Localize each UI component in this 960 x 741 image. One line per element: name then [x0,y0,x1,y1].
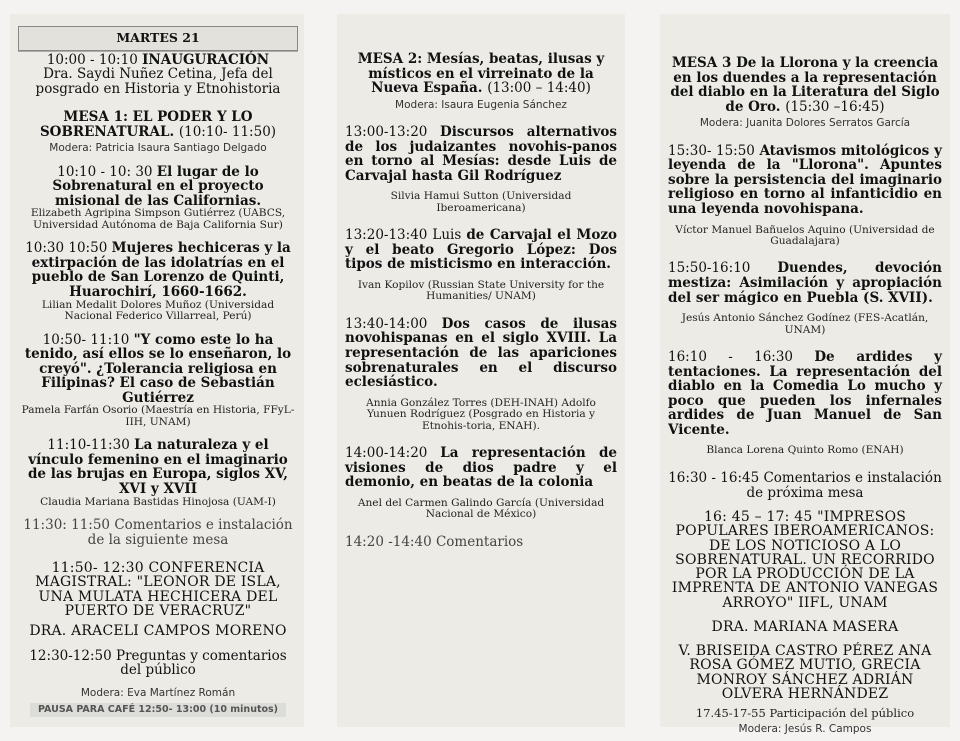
coffee-break: PAUSA PARA CAFÉ 12:50- 13:00 (10 minutos) [30,703,286,717]
talk-3-author: Pamela Farfán Osorio (Maestría en Historia, FFyL-IIH, UNAM) [21,404,295,428]
conference: 11:50- 12:30 CONFERENCIA MAGISTRAL: "LEONOR DE ISLA, UNA MULATA HECHICERA DEL PUERTO DE VERACRUZ" [35,560,281,619]
talk-3-author: Blanca Lorena Quinto Romo (ENAH) [706,444,904,457]
comments: 11:30: 11:50 Comentarios e instalación de la siguiente mesa [23,517,293,548]
talk-3: 10:50- 11:10 "Y como este lo ha tenido, así ellos se lo enseñaron, lo creyó". ¿Tolerancia religiosa en Filipinas? El caso de Sebastián Gutiérrez [24,331,292,406]
talk-1-author: Víctor Manuel Bañuelos Aquino (Universidad de Guadalajara) [675,223,935,247]
talk-3: 16:10 - 16:30 De ardides y tentaciones. La representación del diablo en la Comedia Lo mucho y poco que pueden los infernales ardides de Juan Manuel de San Vicente. [668,349,942,438]
mesa-2-title: MESA 2: Mesías, beatas, ilusas y místicos en el virreinato de la Nueva España. (13:00 – 14:40) [357,51,605,97]
mesa-1-moderator: Modera: Patricia Isaura Santiago Delgado [49,142,267,155]
event-speaker: DRA. MARIANA MASERA [711,618,899,635]
talk-2-author: Jesús Antonio Sánchez Godínez (FES-Acatlán, UNAM) [681,312,929,336]
day-header: MARTES 21 [18,26,298,51]
talk-3: 13:40-14:00 Dos casos de ilusas novohispanas en el siglo XVIII. La representación de las apariciones sobrenaturales en el discurso eclesiástico. [345,315,617,391]
event-title: 16: 45 – 17: 45 "IMPRESOS POPULARES IBEROAMERICANOS: DE LOS NOTICIOSO A LO SOBRENATURAL. UN RECORRIDO POR LA PRODUCCIÓN DE LA IMPRENTA DE ANTONIO VANEGAS ARROYO" IIFL, UNAM [671,509,939,611]
talk-3-author: Annia González Torres (DEH-INAH) Adolfo Yunuen Rodríguez (Posgrado en Historia y Etnohis-toria, ENAH). [366,396,596,432]
questions: 12:30-12:50 Preguntas y comentarios del público [29,647,287,679]
talk-1: 10:10 - 10: 30 El lugar de lo Sobrenatural en el proyecto misional de las Californias. [52,163,264,209]
talk-4: 14:00-14:20 La representación de visiones de dios padre y el demonio, en beatas de la colonia [345,445,617,491]
talk-1-author: Silvia Hamui Sutton (Universidad Iberoamericana) [390,190,572,214]
event-authors: V. BRISEIDA CASTRO PÉREZ ANA ROSA GÓMEZ MUTIO, GRECIA MONROY SÁNCHEZ ADRIÁN OLVERA HERNÁNDEZ [678,643,932,702]
program-column-1 [10,14,304,727]
comments: 14:20 -14:40 Comentarios [345,533,524,550]
talk-1: 13:00-13:20 Discursos alternativos de los judaizantes novohis-panos en torno al Mesías: desde Luis de Carvajal hasta Gil Rodríguez [345,124,617,184]
talk-4: 11:10-11:30 La naturaleza y el vínculo femenino en el imaginario de las brujas en Europa, siglos XV, XVI y XVII [27,437,288,498]
conference-moderator: Modera: Eva Martínez Román [80,686,236,699]
talk-4-author: Anel del Carmen Galindo García (Universidad Nacional de México) [357,496,605,521]
talk-2: 15:50-16:10 Duendes, devoción mestiza: Asimilación y apropiación del ser mágico en Puebla (S. XVII). [668,260,942,306]
comments: 16:30 - 16:45 Comentarios e instalación de próxima mesa [668,469,942,501]
event-moderator: Modera: Jesús R. Campos [738,722,872,735]
talk-2-author: Ivan Kopilov (Russian State University for the Humanities/ UNAM) [357,278,605,303]
program-column-3 [660,14,950,735]
conference-speaker: DRA. ARACELI CAMPOS MORENO [29,623,287,640]
inauguration: 10:00 - 10:10 INAUGURACIÓN [46,51,270,68]
public-participation: 17.45-17-55 Participación del público [695,706,915,721]
talk-4-author: Claudia Mariana Bastidas Hinojosa (UAM-I) [40,495,276,508]
mesa-2-moderator: Modera: Isaura Eugenia Sánchez [395,98,567,111]
talk-2-author: Lilian Medalit Dolores Muñoz (Universidad Nacional Federico Villarreal, Perú) [41,298,275,323]
talk-1: 15:30- 15:50 Atavismos mitológicos y leyenda de la "Llorona". Apuntes sobre la persistencia del imaginario religioso en torno al infanticidio en una leyenda novohispana. [668,142,943,217]
inauguration-speaker: Dra. Saydi Nuñez Cetina, Jefa del posgrado en Historia y Etnohistoria [35,66,281,97]
mesa-3-moderator: Modera: Juanita Dolores Serratos García [699,117,911,130]
talk-1-author: Elizabeth Agripina Simpson Gutiérrez (UABCS, Universidad Autónoma de Baja California Sur) [30,207,286,231]
mesa-1-title: MESA 1: EL PODER Y LO SOBRENATURAL. (10:10- 11:50) [39,109,277,140]
talk-2: 13:20-13:40 Luis de Carvajal el Mozo y el beato Gregorio López: Dos tipos de misticismo en interacción. [345,227,618,273]
program-column-2 [337,14,625,727]
talk-2: 10:30 10:50 Mujeres hechiceras y la extirpación de las idolatrías en el pueblo de San Lorenzo de Quinti, Huarochirí, 1660-1662. [25,240,291,301]
mesa-3-title: MESA 3 De la Llorona y la creencia en los duendes a la representación del diablo en la Literatura del Siglo de Oro. (15:30 –16:45) [670,55,940,115]
